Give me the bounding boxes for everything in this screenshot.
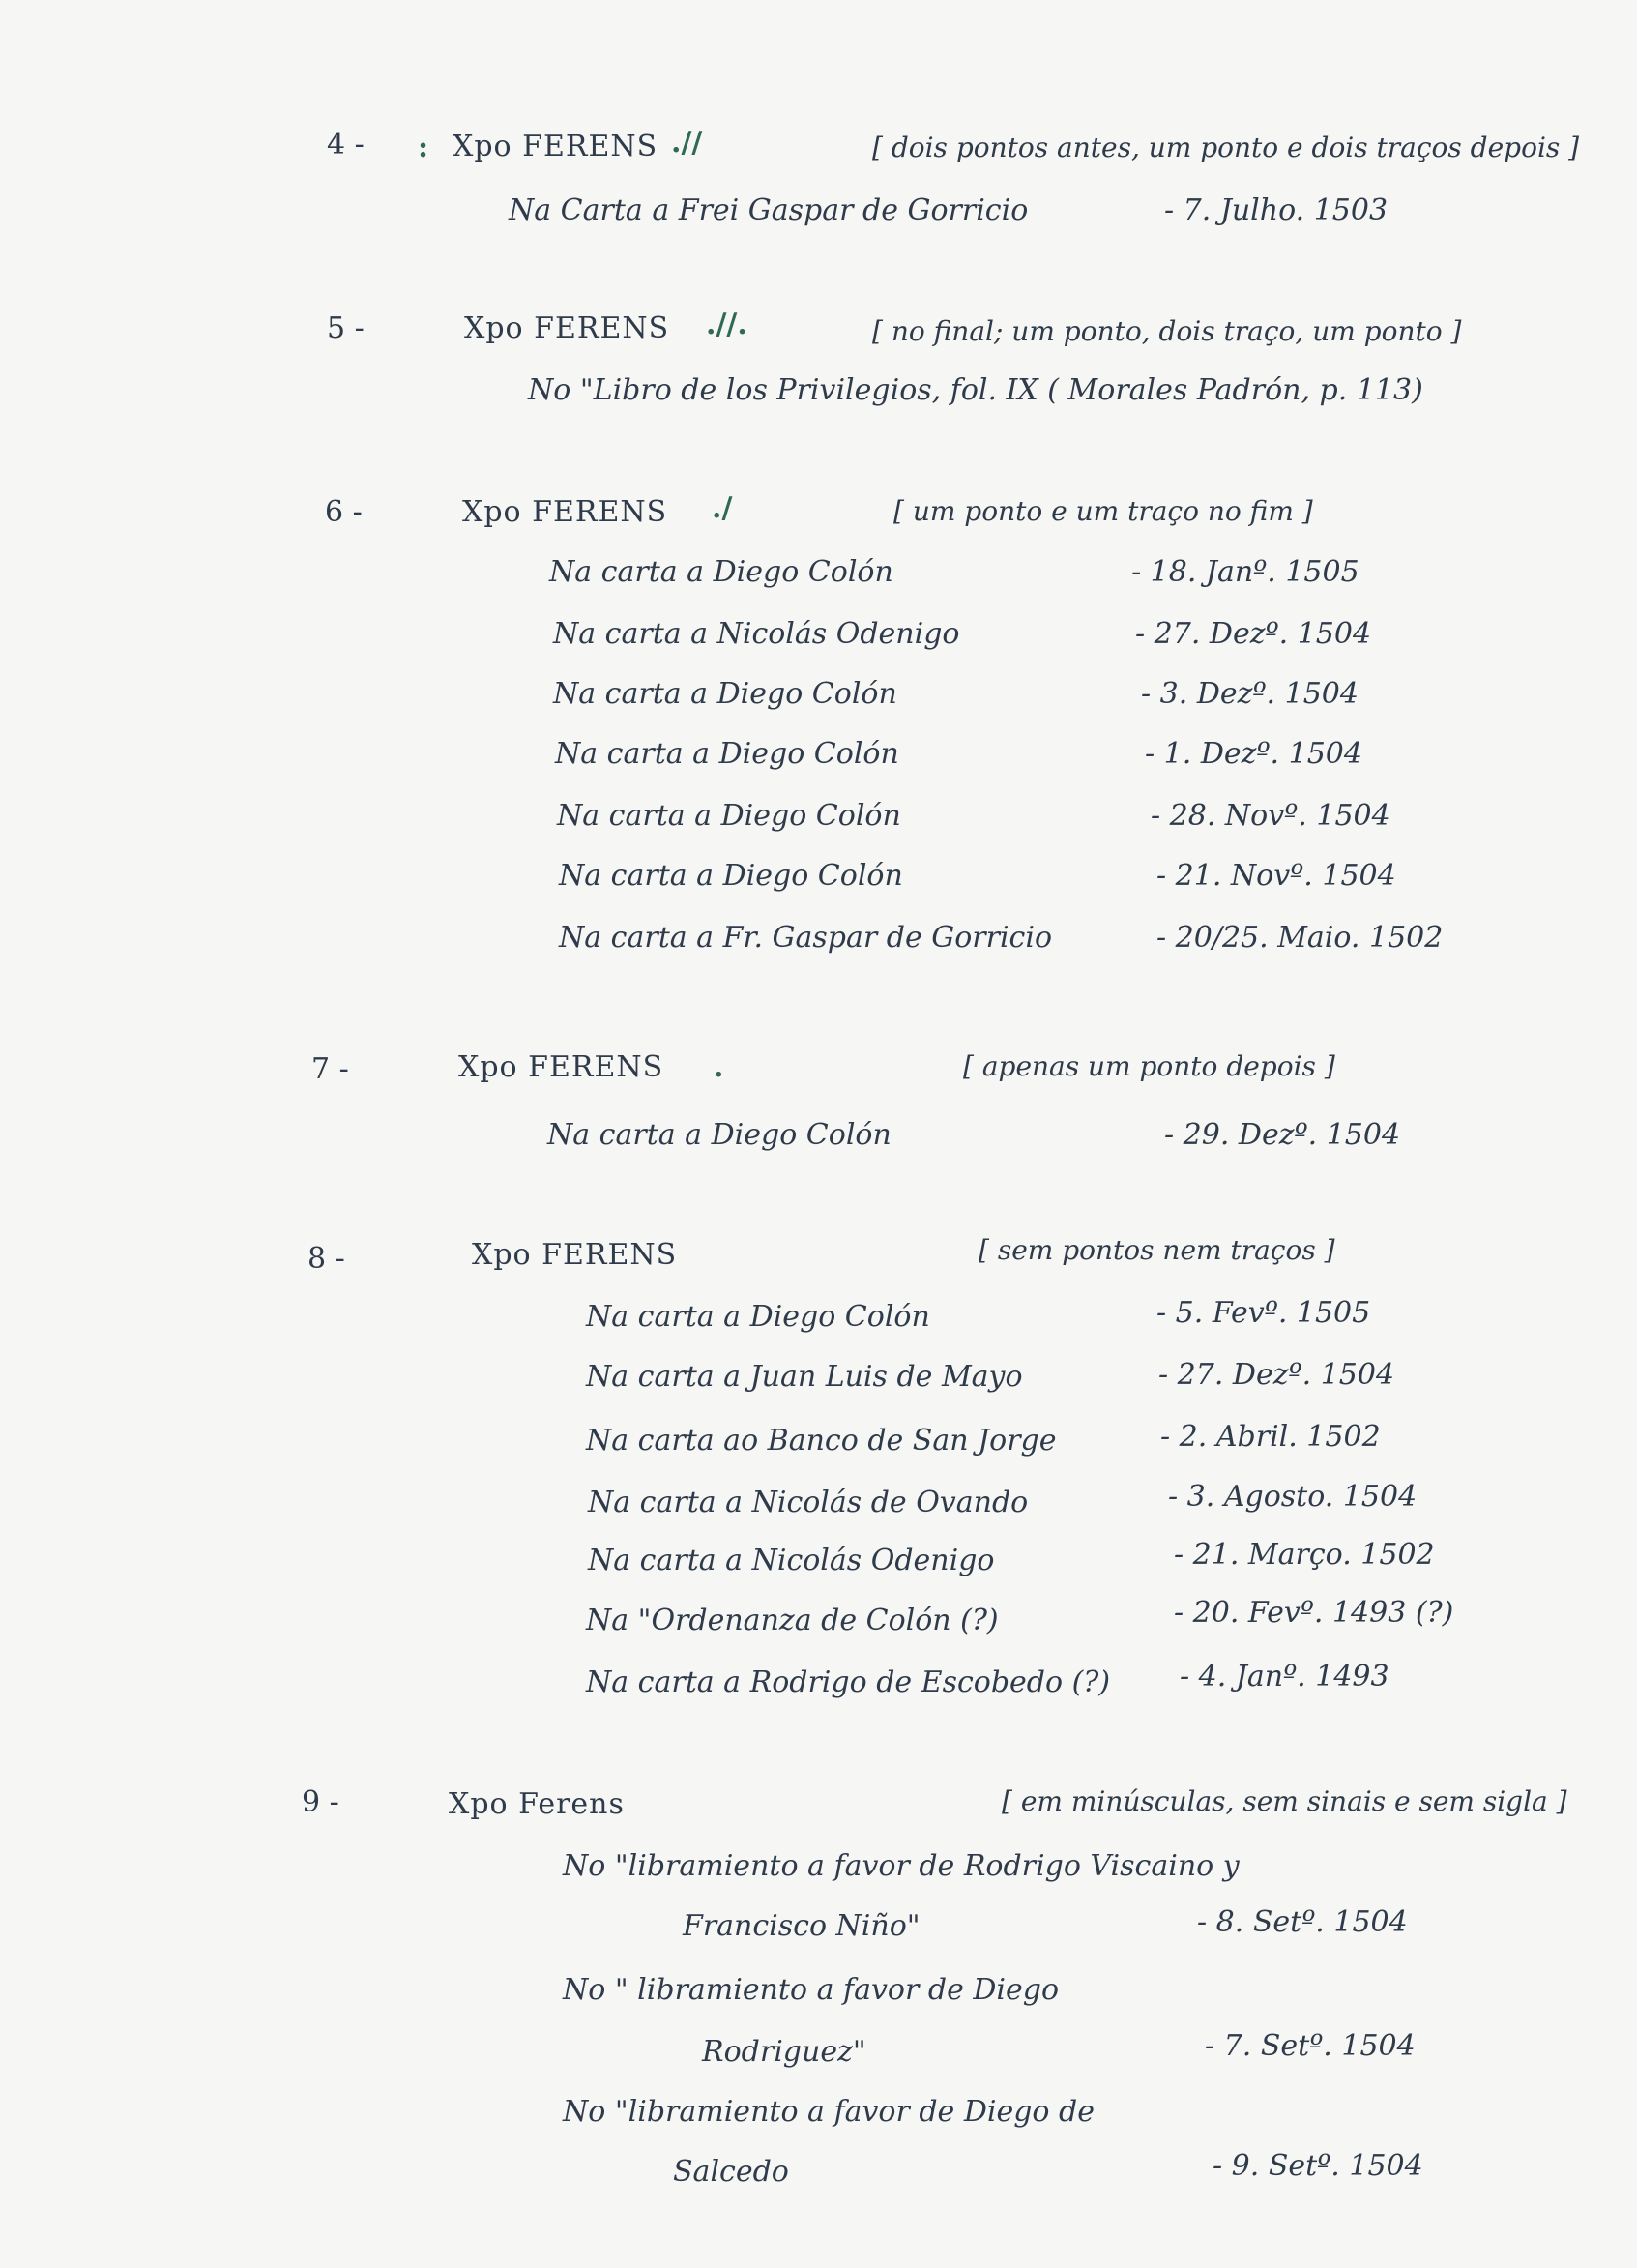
source-date: - 20. Fevº. 1493 (?) [1174,1596,1454,1630]
source-date: - 28. Novº. 1504 [1151,799,1390,833]
source-date: - 9. Setº. 1504 [1213,2149,1423,2183]
source-date: - 27. Dezº. 1504 [1158,1358,1395,1392]
source-text: Na carta a Diego Colón [555,737,899,771]
source-date: - 8. Setº. 1504 [1197,1905,1408,1939]
source-date: - 3. Dezº. 1504 [1141,677,1359,711]
source-date: - 7. Julho. 1503 [1164,193,1389,227]
source-date: - 1. Dezº. 1504 [1145,737,1362,771]
source-date: - 2. Abril. 1502 [1160,1420,1381,1454]
source-text: Na carta a Diego Colón [547,1118,892,1152]
note: [ no final; um ponto, dois traço, um ponto ] [872,315,1462,347]
source-text: Francisco Niño" [683,1909,921,1943]
note: [ apenas um ponto depois ] [963,1050,1335,1082]
source-date: - 5. Fevº. 1505 [1156,1296,1371,1330]
source-text: Na carta a Nicolás Odenigo [553,617,960,651]
signature: Xpo FERENS [462,495,668,529]
source-text: Na carta a Diego Colón [586,1300,930,1334]
source-text: Na carta a Rodrigo de Escobedo (?) [586,1665,1111,1699]
source-date: - 7. Setº. 1504 [1205,2029,1416,2063]
source-text: Na carta a Diego Colón [557,799,901,833]
signature: Xpo FERENS [453,130,658,163]
entry-number: 8 - [307,1242,345,1276]
source-text: No "libramiento a favor de Diego de [563,2095,1095,2129]
pre-mark: : [418,131,429,164]
post-mark: . [714,1050,724,1084]
source-date: - 20/25. Maio. 1502 [1156,921,1444,955]
source-text: Rodriguez" [702,2035,866,2069]
source-text: No "libramiento a favor de Rodrigo Viscaino y [563,1849,1240,1883]
source-text: Na Carta a Frei Gaspar de Gorricio [509,193,1029,227]
post-mark: .// [671,126,703,160]
source-text: Na carta ao Banco de San Jorge [586,1424,1057,1458]
entry-number: 4 - [327,128,365,162]
post-mark: .//. [706,308,747,341]
note: [ em minúsculas, sem sinais e sem sigla ] [1002,1785,1567,1817]
source-text: Na carta a Nicolás Odenigo [588,1544,995,1577]
source-date: - 4. Janº. 1493 [1180,1660,1389,1694]
source-text: Na "Ordenanza de Colón (?) [586,1604,999,1637]
source-text: Na carta a Diego Colón [559,859,903,893]
source-text: Na carta a Juan Luis de Mayo [586,1360,1023,1394]
source-text: Salcedo [673,2155,789,2189]
post-mark: ./ [712,491,733,525]
note: [ sem pontos nem traços ] [979,1234,1335,1266]
source-date: - 29. Dezº. 1504 [1164,1118,1401,1152]
source-date: - 3. Agosto. 1504 [1168,1480,1418,1514]
source-text: Na carta a Nicolás de Ovando [588,1486,1029,1519]
source-date: - 21. Novº. 1504 [1156,859,1396,893]
signature: Xpo Ferens [449,1787,625,1821]
source-date: - 27. Dezº. 1504 [1135,617,1372,651]
note: [ dois pontos antes, um ponto e dois traços depois ] [872,132,1580,163]
source-text: No " libramiento a favor de Diego [563,1973,1060,2007]
entry-number: 7 - [311,1052,349,1086]
entry-number: 9 - [302,1785,339,1819]
source-date: - 21. Março. 1502 [1174,1538,1435,1572]
source-text: Na carta a Diego Colón [553,677,897,711]
source-date: - 18. Janº. 1505 [1131,555,1359,589]
signature: Xpo FERENS [472,1238,678,1272]
note: [ um ponto e um traço no fim ] [893,495,1313,527]
source-text: Na carta a Diego Colón [549,555,893,589]
signature: Xpo FERENS [464,311,670,345]
source-text: No "Libro de los Privilegios, fol. IX ( Morales Padrón, p. 113) [528,373,1423,407]
signature: Xpo FERENS [458,1050,664,1084]
entry-number: 5 - [327,311,365,345]
source-text: Na carta a Fr. Gaspar de Gorricio [559,921,1052,955]
entry-number: 6 - [325,495,363,529]
